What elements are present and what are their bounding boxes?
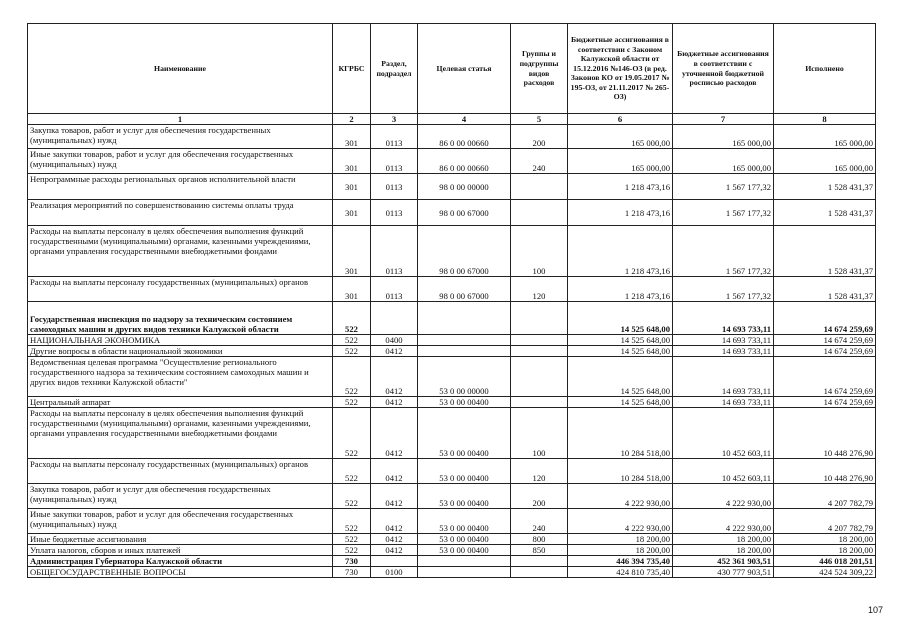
row-group-cell: 240	[511, 149, 568, 174]
row-executed-cell: 14 674 259,69	[774, 357, 876, 397]
row-name-cell: Государственная инспекция по надзору за техническим состоянием самоходных машин и других видов техники Калужской области	[28, 302, 333, 335]
row-group-cell	[511, 200, 568, 226]
row-kgrbs-cell: 522	[333, 484, 371, 509]
row-budget-law-cell: 446 394 735,40	[568, 556, 673, 567]
row-kgrbs-cell: 730	[333, 567, 371, 578]
row-section-cell: 0113	[371, 149, 418, 174]
row-target-cell: 86 0 00 00660	[418, 125, 511, 149]
row-name-cell: Расходы на выплаты персоналу в целях обеспечения выполнения функций государственными (муниципальными) органами, казенными учреждениями, органами управления государственными внебюджетными фондами	[28, 408, 333, 459]
row-executed-cell: 165 000,00	[774, 149, 876, 174]
row-budget-plan-cell: 18 200,00	[673, 534, 774, 545]
table-row	[28, 459, 876, 484]
row-group-cell: 200	[511, 484, 568, 509]
row-budget-plan-cell: 18 200,00	[673, 545, 774, 556]
row-kgrbs-cell: 522	[333, 335, 371, 346]
row-target-cell: 53 0 00 00400	[418, 459, 511, 484]
row-budget-plan-cell: 10 452 603,11	[673, 408, 774, 459]
row-kgrbs-cell: 522	[333, 357, 371, 397]
row-target-cell: 53 0 00 00400	[418, 534, 511, 545]
row-budget-law-cell: 14 525 648,00	[568, 302, 673, 335]
row-group-cell: 120	[511, 277, 568, 302]
row-kgrbs-cell: 522	[333, 302, 371, 335]
col-executed-header: Исполнено	[774, 24, 876, 114]
column-number-row	[28, 114, 876, 125]
table-row	[28, 509, 876, 534]
col-budget-plan-header: Бюджетные ассигнования в соответствии с уточненной бюджетной росписью расходов	[673, 24, 774, 114]
row-name-cell: Расходы на выплаты персоналу государственных (муниципальных) органов	[28, 459, 333, 484]
row-group-cell: 120	[511, 459, 568, 484]
row-kgrbs-cell: 301	[333, 277, 371, 302]
row-executed-cell: 18 200,00	[774, 545, 876, 556]
row-budget-law-cell: 1 218 473,16	[568, 200, 673, 226]
row-target-cell: 53 0 00 00400	[418, 545, 511, 556]
row-section-cell	[371, 302, 418, 335]
row-target-cell: 86 0 00 00660	[418, 149, 511, 174]
table-row	[28, 567, 876, 578]
row-kgrbs-cell: 301	[333, 174, 371, 200]
row-section-cell: 0100	[371, 567, 418, 578]
row-group-cell: 850	[511, 545, 568, 556]
row-budget-law-cell: 4 222 930,00	[568, 509, 673, 534]
row-budget-law-cell: 10 284 518,00	[568, 408, 673, 459]
row-name-cell: Администрация Губернатора Калужской области	[28, 556, 333, 567]
row-budget-law-cell: 4 222 930,00	[568, 484, 673, 509]
table-row	[28, 545, 876, 556]
row-target-cell: 98 0 00 00000	[418, 174, 511, 200]
row-group-cell	[511, 302, 568, 335]
row-section-cell: 0412	[371, 357, 418, 397]
row-section-cell: 0113	[371, 125, 418, 149]
column-number: 2	[333, 114, 371, 125]
row-section-cell: 0400	[371, 335, 418, 346]
row-group-cell	[511, 357, 568, 397]
table-body	[28, 125, 876, 578]
row-name-cell: Расходы на выплаты персоналу в целях обеспечения выполнения функций государственными (муниципальными) органами, казенными учреждениями, органами управления государственными внебюджетными фондами	[28, 226, 333, 277]
row-group-cell: 800	[511, 534, 568, 545]
row-kgrbs-cell: 522	[333, 459, 371, 484]
row-budget-plan-cell: 1 567 177,32	[673, 174, 774, 200]
column-number: 7	[673, 114, 774, 125]
row-budget-plan-cell: 1 567 177,32	[673, 226, 774, 277]
row-section-cell: 0412	[371, 484, 418, 509]
row-executed-cell: 10 448 276,90	[774, 459, 876, 484]
row-budget-plan-cell: 10 452 603,11	[673, 459, 774, 484]
table-row	[28, 335, 876, 346]
row-group-cell	[511, 335, 568, 346]
row-group-cell: 240	[511, 509, 568, 534]
table-row	[28, 346, 876, 357]
column-number: 8	[774, 114, 876, 125]
row-name-cell: Расходы на выплаты персоналу государственных (муниципальных) органов	[28, 277, 333, 302]
row-kgrbs-cell: 522	[333, 346, 371, 357]
row-name-cell: Другие вопросы в области национальной экономики	[28, 346, 333, 357]
row-budget-plan-cell: 14 693 733,11	[673, 335, 774, 346]
row-executed-cell: 14 674 259,69	[774, 302, 876, 335]
row-section-cell: 0113	[371, 277, 418, 302]
row-budget-plan-cell: 14 693 733,11	[673, 346, 774, 357]
budget-table	[27, 23, 876, 578]
row-name-cell: Закупка товаров, работ и услуг для обеспечения государственных (муниципальных) нужд	[28, 125, 333, 149]
row-budget-plan-cell: 4 222 930,00	[673, 509, 774, 534]
row-budget-plan-cell: 14 693 733,11	[673, 302, 774, 335]
row-kgrbs-cell: 522	[333, 509, 371, 534]
table-row	[28, 357, 876, 397]
row-budget-law-cell: 14 525 648,00	[568, 346, 673, 357]
row-group-cell: 200	[511, 125, 568, 149]
row-budget-plan-cell: 14 693 733,11	[673, 357, 774, 397]
row-budget-plan-cell: 452 361 903,51	[673, 556, 774, 567]
column-number: 3	[371, 114, 418, 125]
row-executed-cell: 4 207 782,79	[774, 509, 876, 534]
row-budget-law-cell: 14 525 648,00	[568, 397, 673, 408]
row-name-cell: Ведомственная целевая программа "Осуществление регионального государственного надзора за техническим состоянием самоходных машин и других видов техники Калужской области"	[28, 357, 333, 397]
column-number: 1	[28, 114, 333, 125]
row-budget-plan-cell: 430 777 903,51	[673, 567, 774, 578]
row-section-cell: 0412	[371, 459, 418, 484]
col-section-header: Раздел, подраздел	[371, 24, 418, 114]
row-group-cell: 100	[511, 408, 568, 459]
row-kgrbs-cell: 522	[333, 397, 371, 408]
row-executed-cell: 18 200,00	[774, 534, 876, 545]
row-budget-plan-cell: 14 693 733,11	[673, 397, 774, 408]
row-name-cell: НАЦИОНАЛЬНАЯ ЭКОНОМИКА	[28, 335, 333, 346]
header-row	[28, 24, 876, 114]
row-executed-cell: 165 000,00	[774, 125, 876, 149]
table-row	[28, 556, 876, 567]
row-group-cell	[511, 567, 568, 578]
row-executed-cell: 446 018 201,51	[774, 556, 876, 567]
row-target-cell: 53 0 00 00000	[418, 357, 511, 397]
row-executed-cell: 10 448 276,90	[774, 408, 876, 459]
column-number: 5	[511, 114, 568, 125]
row-group-cell	[511, 397, 568, 408]
row-budget-law-cell: 165 000,00	[568, 125, 673, 149]
row-name-cell: Закупка товаров, работ и услуг для обеспечения государственных (муниципальных) нужд	[28, 484, 333, 509]
table-row	[28, 397, 876, 408]
row-target-cell	[418, 567, 511, 578]
row-budget-plan-cell: 165 000,00	[673, 149, 774, 174]
row-target-cell: 53 0 00 00400	[418, 397, 511, 408]
row-budget-plan-cell: 1 567 177,32	[673, 200, 774, 226]
row-budget-law-cell: 165 000,00	[568, 149, 673, 174]
row-budget-law-cell: 424 810 735,40	[568, 567, 673, 578]
row-name-cell: Центральный аппарат	[28, 397, 333, 408]
row-name-cell: Иные бюджетные ассигнования	[28, 534, 333, 545]
row-name-cell: Непрограммные расходы региональных органов исполнительной власти	[28, 174, 333, 200]
row-target-cell	[418, 302, 511, 335]
table-row	[28, 534, 876, 545]
row-budget-law-cell: 1 218 473,16	[568, 277, 673, 302]
row-budget-plan-cell: 165 000,00	[673, 125, 774, 149]
row-executed-cell: 14 674 259,69	[774, 335, 876, 346]
row-target-cell: 98 0 00 67000	[418, 226, 511, 277]
table-row	[28, 277, 876, 302]
row-budget-plan-cell: 1 567 177,32	[673, 277, 774, 302]
row-kgrbs-cell: 301	[333, 226, 371, 277]
row-kgrbs-cell: 301	[333, 125, 371, 149]
row-executed-cell: 424 524 309,22	[774, 567, 876, 578]
table-row	[28, 302, 876, 335]
row-section-cell: 0113	[371, 226, 418, 277]
col-target-header: Целевая статья	[418, 24, 511, 114]
row-section-cell: 0412	[371, 408, 418, 459]
row-executed-cell: 4 207 782,79	[774, 484, 876, 509]
row-name-cell: ОБЩЕГОСУДАРСТВЕННЫЕ ВОПРОСЫ	[28, 567, 333, 578]
row-group-cell	[511, 174, 568, 200]
row-name-cell: Уплата налогов, сборов и иных платежей	[28, 545, 333, 556]
row-section-cell: 0113	[371, 200, 418, 226]
table-row	[28, 484, 876, 509]
row-section-cell: 0412	[371, 545, 418, 556]
row-kgrbs-cell: 301	[333, 200, 371, 226]
row-target-cell: 53 0 00 00400	[418, 509, 511, 534]
col-groups-header: Группы и подгруппы видов расходов	[511, 24, 568, 114]
row-section-cell: 0412	[371, 397, 418, 408]
row-name-cell: Иные закупки товаров, работ и услуг для обеспечения государственных (муниципальных) нужд	[28, 149, 333, 174]
row-budget-law-cell: 1 218 473,16	[568, 226, 673, 277]
row-executed-cell: 1 528 431,37	[774, 277, 876, 302]
page-number: 107	[867, 605, 883, 615]
row-target-cell: 53 0 00 00400	[418, 408, 511, 459]
column-number: 4	[418, 114, 511, 125]
table-row	[28, 149, 876, 174]
row-executed-cell: 14 674 259,69	[774, 346, 876, 357]
row-executed-cell: 1 528 431,37	[774, 200, 876, 226]
row-kgrbs-cell: 522	[333, 408, 371, 459]
row-kgrbs-cell: 301	[333, 149, 371, 174]
row-target-cell	[418, 556, 511, 567]
row-section-cell: 0412	[371, 534, 418, 545]
row-kgrbs-cell: 730	[333, 556, 371, 567]
row-group-cell: 100	[511, 226, 568, 277]
row-executed-cell: 1 528 431,37	[774, 174, 876, 200]
row-group-cell	[511, 346, 568, 357]
row-budget-law-cell: 14 525 648,00	[568, 357, 673, 397]
row-budget-law-cell: 10 284 518,00	[568, 459, 673, 484]
row-target-cell: 98 0 00 67000	[418, 277, 511, 302]
row-executed-cell: 1 528 431,37	[774, 226, 876, 277]
row-target-cell	[418, 346, 511, 357]
row-section-cell: 0412	[371, 346, 418, 357]
row-executed-cell: 14 674 259,69	[774, 397, 876, 408]
row-group-cell	[511, 556, 568, 567]
row-kgrbs-cell: 522	[333, 534, 371, 545]
table-row	[28, 408, 876, 459]
row-name-cell: Реализация мероприятий по совершенствованию системы оплаты труда	[28, 200, 333, 226]
col-budget-law-header: Бюджетные ассигнования в соответствии с Законом Калужской области от 15.12.2016 №146-ОЗ (в ред. Законов КО от 19.05.2017 № 195-ОЗ, от 21.11.2017 № 265-ОЗ)	[568, 24, 673, 114]
table-row	[28, 174, 876, 200]
row-section-cell	[371, 556, 418, 567]
row-budget-plan-cell: 4 222 930,00	[673, 484, 774, 509]
row-section-cell: 0412	[371, 509, 418, 534]
row-target-cell	[418, 335, 511, 346]
row-budget-law-cell: 14 525 648,00	[568, 335, 673, 346]
row-budget-law-cell: 1 218 473,16	[568, 174, 673, 200]
table-row	[28, 226, 876, 277]
row-target-cell: 53 0 00 00400	[418, 484, 511, 509]
table-row	[28, 200, 876, 226]
col-kgrbs-header: КГРБС	[333, 24, 371, 114]
row-section-cell: 0113	[371, 174, 418, 200]
row-target-cell: 98 0 00 67000	[418, 200, 511, 226]
row-kgrbs-cell: 522	[333, 545, 371, 556]
row-budget-law-cell: 18 200,00	[568, 534, 673, 545]
table-row	[28, 125, 876, 149]
row-name-cell: Иные закупки товаров, работ и услуг для обеспечения государственных (муниципальных) нужд	[28, 509, 333, 534]
row-budget-law-cell: 18 200,00	[568, 545, 673, 556]
col-name-header: Наименование	[28, 24, 333, 114]
column-number: 6	[568, 114, 673, 125]
